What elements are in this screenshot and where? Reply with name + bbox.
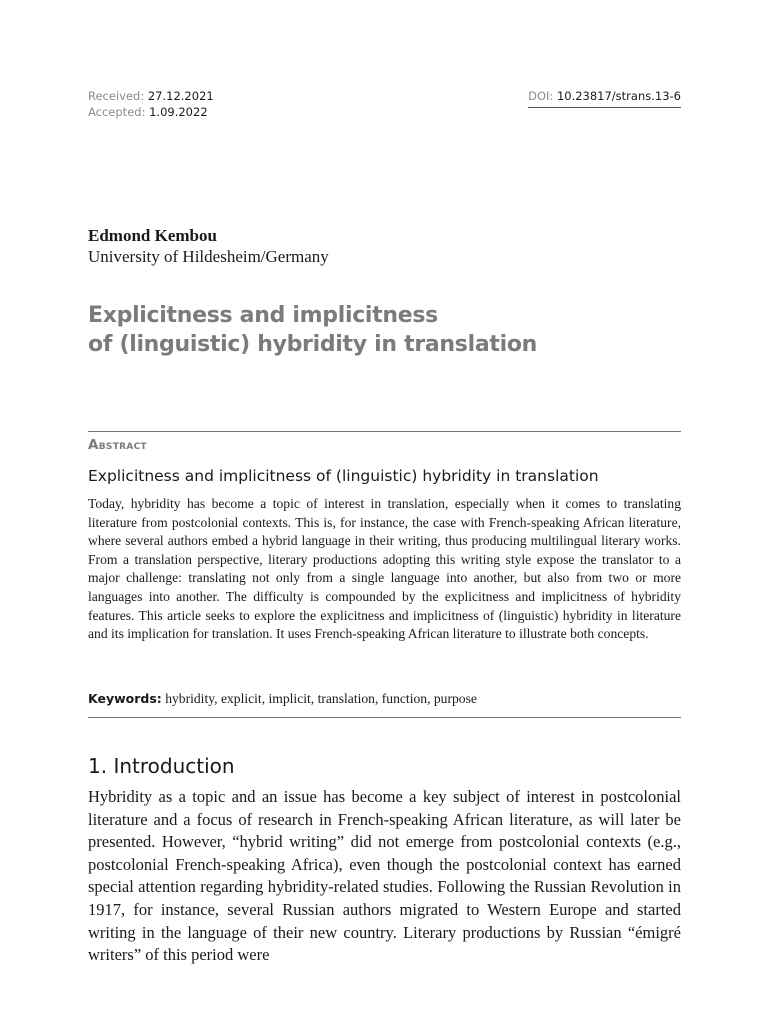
keywords-line bbox=[88, 690, 681, 708]
article-title-line-2: of (linguistic) hybridity in translation bbox=[88, 332, 538, 357]
received-label: Received: bbox=[88, 89, 145, 103]
author-name: Edmond Kembou bbox=[88, 226, 217, 245]
doi-label: DOI: bbox=[528, 89, 554, 103]
article-title-line-1: Explicitness and implicitness bbox=[88, 303, 438, 328]
accepted-label: Accepted: bbox=[88, 105, 146, 119]
abstract-body: Today, hybridity has become a topic of interest in translation, especially when it comes to translating literature from postcolonial contexts. This is, for instance, the case with French-speaking African literature, where several authors embed a hybrid language in their writing, thus producing multilingual literary works. From a translation perspective, literary productions adopting this writing style expose the translator to a major challenge: translating not only from a single language into another, but also from two or more languages into another. The difficulty is compounded by the explicitness and implicitness of hybridity features. This article seeks to explore the explicitness and implicitness of (linguistic) hybridity in literature and its implication for translation. It uses French-speaking African literature to illustrate both concepts. bbox=[88, 496, 681, 642]
submission-dates bbox=[88, 88, 214, 120]
doi-value[interactable]: 10.23817/strans.13-6 bbox=[556, 89, 681, 103]
introduction-body: Hybridity as a topic and an issue has become a key subject of interest in postcolonial literature and a focus of research in French-speaking African literature, as will later be presented. However, “hybrid writing” did not emerge from postcolonial contexts (e.g., postcolonial French-speaking Africa), even though the postcolonial context has earned special attention regarding hybridity-related studies. Following the Russian Revolution in 1917, for instance, several Russian authors migrated to Western Europe and started writing in the language of their new country. Literary productions by Russian “émigré writers” of this period were bbox=[88, 787, 681, 965]
author-block bbox=[88, 225, 329, 267]
section-heading-introduction: 1. Introduction bbox=[88, 754, 235, 778]
doi bbox=[528, 88, 681, 108]
keywords-label: Keywords: bbox=[88, 691, 162, 706]
abstract-label: Abstract bbox=[88, 437, 147, 453]
abstract-bottom-divider bbox=[88, 717, 681, 718]
received-line bbox=[88, 88, 214, 104]
author-affiliation: University of Hildesheim/Germany bbox=[88, 247, 329, 266]
keywords-list: hybridity, explicit, implicit, translation, function, purpose bbox=[165, 691, 477, 706]
received-date: 27.12.2021 bbox=[147, 89, 214, 103]
article-title bbox=[88, 301, 681, 359]
accepted-line bbox=[88, 104, 214, 120]
accepted-date: 1.09.2022 bbox=[149, 105, 208, 119]
abstract-title: Explicitness and implicitness of (linguistic) hybridity in translation bbox=[88, 467, 599, 485]
abstract-top-divider bbox=[88, 431, 681, 432]
